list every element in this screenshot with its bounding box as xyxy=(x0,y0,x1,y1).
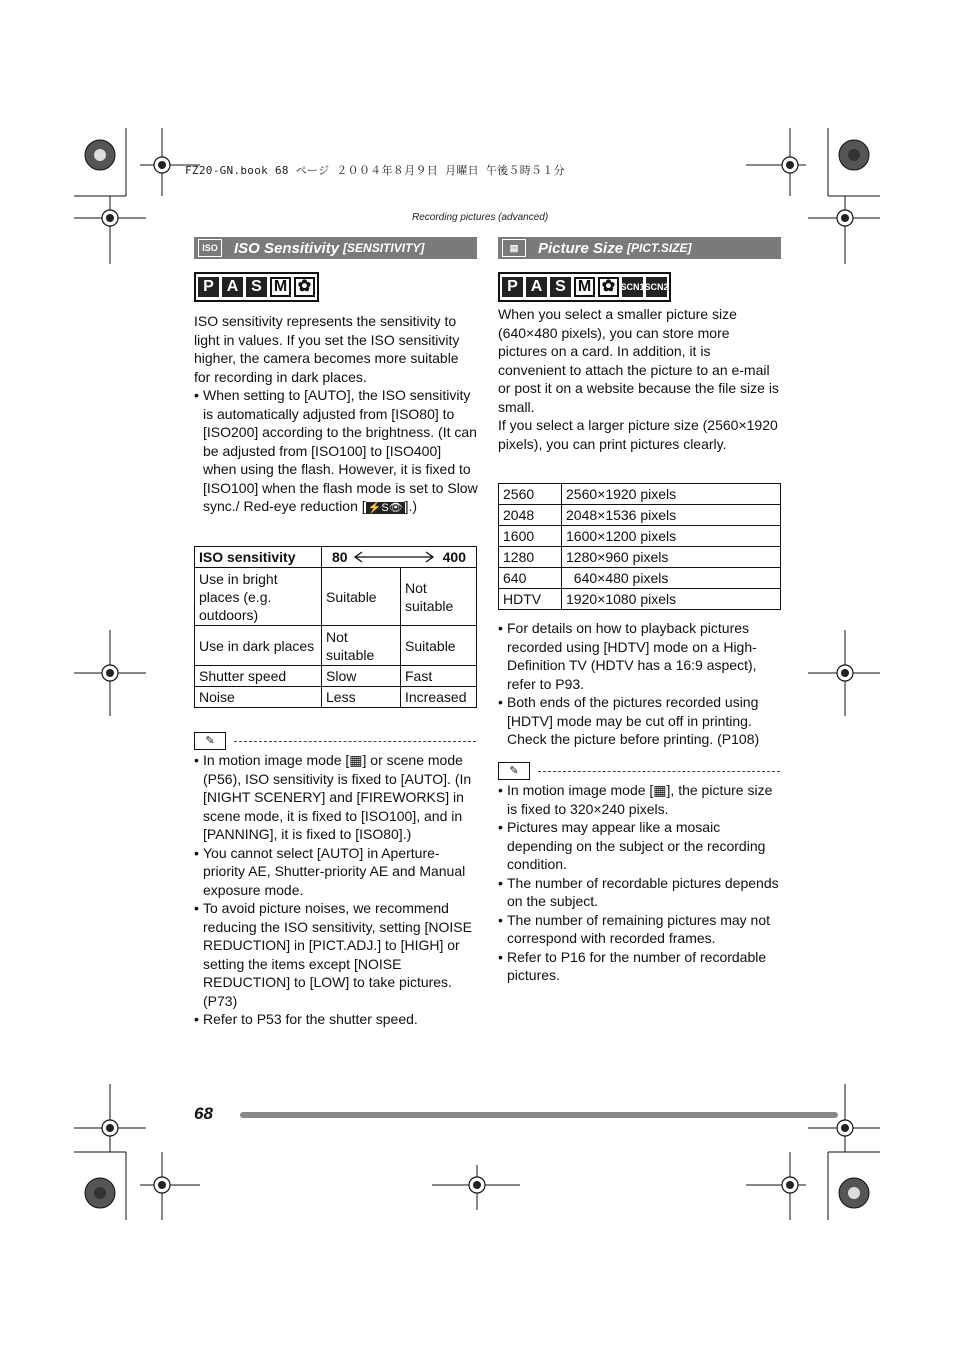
table-cell: 2560 xyxy=(499,484,562,505)
table-cell: 2048×1536 pixels xyxy=(562,505,781,526)
table-cell: Suitable xyxy=(322,568,401,626)
iso-intro: ISO sensitivity represents the sensitivity to light in values. If you set the ISO sensitivity higher, the camera becomes more suitable for recording in dark places. xyxy=(194,313,460,385)
table-cell: Not suitable xyxy=(401,568,477,626)
list-item: • In motion image mode [▦], the picture size is fixed to 320×240 pixels. xyxy=(498,781,782,818)
table-row xyxy=(499,568,781,589)
page-number: 68 xyxy=(194,1104,213,1123)
table-cell: Noise xyxy=(195,687,322,708)
picture-size-icon: ▤ xyxy=(502,239,526,257)
list-item: • Both ends of the pictures recorded using [HDTV] mode may be cut off in printing. Check the picture before printing. (P108) xyxy=(498,693,782,749)
memo-note-icon: ✎ xyxy=(498,762,530,780)
table-row xyxy=(195,626,477,666)
mode-p-icon: P xyxy=(502,277,523,297)
table-row xyxy=(195,687,477,708)
table-row xyxy=(195,666,477,687)
mode-s-icon: S xyxy=(246,277,267,297)
mode-m-icon: M xyxy=(574,277,595,297)
picture-size-notes xyxy=(498,781,782,985)
scene2-icon: SCN2 xyxy=(646,277,667,297)
double-arrow-icon xyxy=(352,551,436,563)
dashed-rule xyxy=(538,771,780,772)
table-cell: 1280 xyxy=(499,547,562,568)
running-head: Recording pictures (advanced) xyxy=(412,212,549,223)
iso-auto-bullet: • When setting to [AUTO], the ISO sensitivity is automatically adjusted from [ISO80] to [ISO200] according to the brightness. (It can be adjusted from [ISO100] to [ISO400] when using the flash. However, it is fixed to [ISO100] when the flash mode is set to Slow sync./ Red-eye reduction [ ⚡S👁 ].) xyxy=(194,386,478,518)
table-cell: 1920×1080 pixels xyxy=(562,589,781,610)
picture-size-notes-divider xyxy=(498,762,780,780)
table-cell: HDTV xyxy=(499,589,562,610)
iso-table-header-label: ISO sensitivity xyxy=(195,547,322,568)
iso-range-cell xyxy=(322,547,477,568)
iso-mode-strip xyxy=(194,272,319,302)
table-cell: 1600×1200 pixels xyxy=(562,526,781,547)
table-cell: Slow xyxy=(322,666,401,687)
picture-size-title: Picture Size xyxy=(538,239,624,257)
iso-notes xyxy=(194,751,478,1029)
picture-size-tag: [PICT.SIZE] xyxy=(627,241,692,255)
table-cell: Fast xyxy=(401,666,477,687)
iso-icon: ISO xyxy=(198,239,222,257)
list-item: • The number of remaining pictures may not correspond with recorded frames. xyxy=(498,911,782,948)
list-item: • Pictures may appear like a mosaic depending on the subject or the recording condition. xyxy=(498,818,782,874)
table-cell: Use in bright places (e.g. outdoors) xyxy=(195,568,322,626)
table-row xyxy=(499,484,781,505)
table-cell: 640 xyxy=(499,568,562,589)
list-item: • Refer to P53 for the shutter speed. xyxy=(194,1010,478,1029)
table-cell: Shutter speed xyxy=(195,666,322,687)
iso-table-header xyxy=(195,547,477,568)
table-row xyxy=(499,547,781,568)
table-row xyxy=(195,568,477,626)
table-cell: Use in dark places xyxy=(195,626,322,666)
table-row xyxy=(499,589,781,610)
dashed-rule xyxy=(234,741,476,742)
picture-size-body xyxy=(498,305,782,453)
iso-low: 80 xyxy=(332,549,348,565)
scene1-icon: SCN1 xyxy=(622,277,643,297)
list-item: • The number of recordable pictures depends on the subject. xyxy=(498,874,782,911)
picture-size-intro: When you select a smaller picture size (640×480 pixels), you can store more pictures on a card. In addition, it is convenient to attach the picture to an e-mail or post it on a website because the file size is small. xyxy=(498,306,779,415)
table-cell: Increased xyxy=(401,687,477,708)
table-row xyxy=(499,505,781,526)
iso-section-tag: [SENSITIVITY] xyxy=(343,241,425,255)
picture-size-intro-2: If you select a larger picture size (2560×1920 pixels), you can print pictures clearly. xyxy=(498,417,778,452)
picture-size-table xyxy=(498,483,781,610)
list-item: • To avoid picture noises, we recommend reducing the ISO sensitivity, setting [NOISE REDUCTION] in [PICT.ADJ.] to [HIGH] or setting the items except [NOISE REDUCTION] to [LOW] to take pictures. (P73) xyxy=(194,899,478,1010)
iso-section-header xyxy=(194,237,477,259)
list-item: • In motion image mode [▦] or scene mode (P56), ISO sensitivity is fixed to [AUTO]. (In [NIGHT SCENERY] and [FIREWORKS] in scene mode, it is fixed to [ISO100], and in [PANNING], it is fixed to [ISO80].) xyxy=(194,751,478,844)
table-cell: 1280×960 pixels xyxy=(562,547,781,568)
table-cell: 1600 xyxy=(499,526,562,547)
mode-a-icon: A xyxy=(222,277,243,297)
iso-body xyxy=(194,312,478,518)
table-cell: 2048 xyxy=(499,505,562,526)
iso-table xyxy=(194,546,477,708)
mode-m-icon: M xyxy=(270,277,291,297)
memo-note-icon: ✎ xyxy=(194,732,226,750)
macro-icon: ✿ xyxy=(294,277,315,297)
iso-section-title: ISO Sensitivity xyxy=(234,239,340,257)
mode-s-icon: S xyxy=(550,277,571,297)
picture-size-mode-strip xyxy=(498,272,671,302)
picture-size-section-header xyxy=(498,237,781,259)
file-header: FZ20-GN.book 68 ページ ２００４年８月９日 月曜日 午後５時５１分 xyxy=(185,164,565,177)
list-item: • For details on how to playback pictures recorded using [HDTV] mode on a High-Definition TV (HDTV has a 16:9 aspect), refer to P93. xyxy=(498,619,782,693)
table-row xyxy=(499,526,781,547)
iso-notes-divider xyxy=(194,732,476,750)
iso-high: 400 xyxy=(442,549,466,565)
list-item: • Refer to P16 for the number of recordable pictures. xyxy=(498,948,782,985)
table-cell: Suitable xyxy=(401,626,477,666)
mode-p-icon: P xyxy=(198,277,219,297)
macro-icon: ✿ xyxy=(598,277,619,297)
footer-bar xyxy=(240,1112,838,1118)
table-cell: 2560×1920 pixels xyxy=(562,484,781,505)
picture-size-bullets xyxy=(498,619,782,749)
mode-a-icon: A xyxy=(526,277,547,297)
list-item: • You cannot select [AUTO] in Aperture-priority AE, Shutter-priority AE and Manual exposure mode. xyxy=(194,844,478,900)
table-cell: Not suitable xyxy=(322,626,401,666)
table-cell: 640×480 pixels xyxy=(562,568,781,589)
table-cell: Less xyxy=(322,687,401,708)
slow-sync-redeye-icon: ⚡S👁 xyxy=(367,502,403,514)
